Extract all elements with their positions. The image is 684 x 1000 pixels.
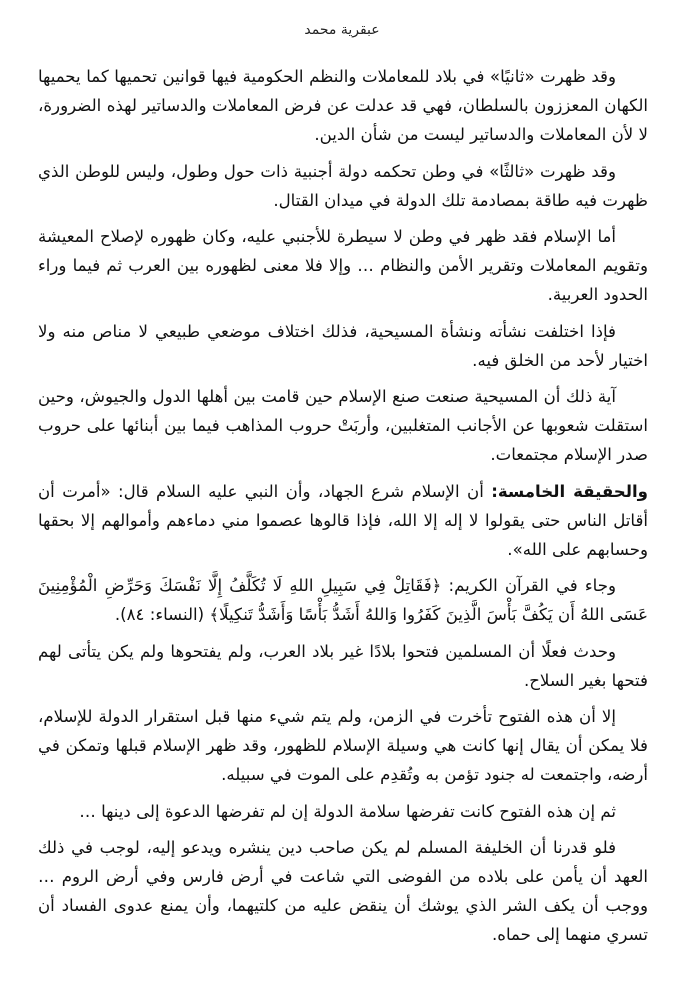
paragraph-4: فإذا اختلفت نشأته ونشأة المسيحية، فذلك اختلاف موضعي طبيعي لا مناص منه ولا اختيار لأحد من الخلق فيه.	[38, 321, 648, 370]
paragraph-11: فلو قدرنا أن الخليفة المسلم لم يكن صاحب دين ينشره ويدعو إليه، لوجب في ذلك العهد أن يأمن على بلاده من الفوضى التي شاعت في أرض فارس وفي أرض الروم … ووجب أن يكف الشر الذي يوشك أن ينقض عليه من كلتيهما، وأن يمنع عدوى الفساد أن تسري منهما إلى حماه.	[38, 837, 648, 945]
paragraph-1: وقد ظهرت «ثانيًا» في بلاد للمعاملات والنظم الحكومية فيها قوانين تحميها كما يحميها الكهان المعززون بالسلطان، فهي قد عدلت عن فرض المعاملات والدساتير لهذه الضرورة، لا لأن المعاملات والدساتير ليست من شأن الدين.	[38, 67, 648, 145]
paragraph-8: وحدث فعلًا أن المسلمين فتحوا بلادًا غير بلاد العرب، ولم يفتحوها ولم يكن يتأتى لهم فتحها بغير السلاح.	[38, 641, 648, 690]
running-header: عبقرية محمد	[304, 22, 380, 38]
paragraph-7: وجاء في القرآن الكريم: ﴿فَقَاتِلْ فِي سَبِيلِ اللهِ لَا تُكَلَّفُ إِلَّا نَفْسَكَ وَحَرِّضِ الْمُؤْمِنِينَ عَسَى اللهُ أَن يَكُفَّ بَأْسَ الَّذِينَ كَفَرُوا وَاللهُ أَشَدُّ بَأْسًا وَأَشَدُّ تَنكِيلًا﴾ (النساء: ٨٤).	[38, 576, 648, 625]
paragraph-5: آية ذلك أن المسيحية صنعت صنع الإسلام حين قامت بين أهلها الدول والجيوش، وحين استقلت شعوبها عن الأجانب المتغلبين، وأربَتْ حروب المذاهب فيما بين أبنائها على حروب صدر الإسلام مجتمعات.	[38, 387, 648, 465]
paragraph-9: إلا أن هذه الفتوح تأخرت في الزمن، ولم يتم شيء منها قبل استقرار الدولة للإسلام، فلا يمكن أن يقال إنها كانت هي وسيلة الإسلام للظهور، وقد ظهر الإسلام قبلها وتمكن في أرضه، واجتمعت له جنود تؤمن به وتُقدِم على الموت في سبيله.	[38, 707, 648, 785]
paragraph-6-text: أن الإسلام شرع الجهاد، وأن النبي عليه السلام قال: «أمرت أن أقاتل الناس حتى يقولوا لا إله إلا الله، فإذا قالوها عصموا مني دماءهم وأموالهم إلا بحقها وحسابهم على الله».	[38, 481, 648, 560]
page-body	[38, 62, 648, 957]
paragraph-3: أما الإسلام فقد ظهر في وطن لا سيطرة للأجنبي عليه، وكان ظهوره لإصلاح المعيشة وتقويم المعاملات وتقرير الأمن والنظام … وإلا فلا معنى لظهوره بين العرب ثم فيما وراء الحدود العربية.	[38, 227, 648, 305]
paragraph-6	[38, 477, 648, 565]
paragraph-6-heading: والحقيقة الخامسة:	[491, 481, 648, 501]
paragraph-2: وقد ظهرت «ثالثًا» في وطن تحكمه دولة أجنبية ذات حول وطول، وليس للوطن الذي ظهرت فيه طاقة بمصادمة تلك الدولة في ميدان القتال.	[38, 161, 648, 210]
paragraph-10: ثم إن هذه الفتوح كانت تفرضها سلامة الدولة إن لم تفرضها الدعوة إلى دينها …	[79, 801, 616, 821]
